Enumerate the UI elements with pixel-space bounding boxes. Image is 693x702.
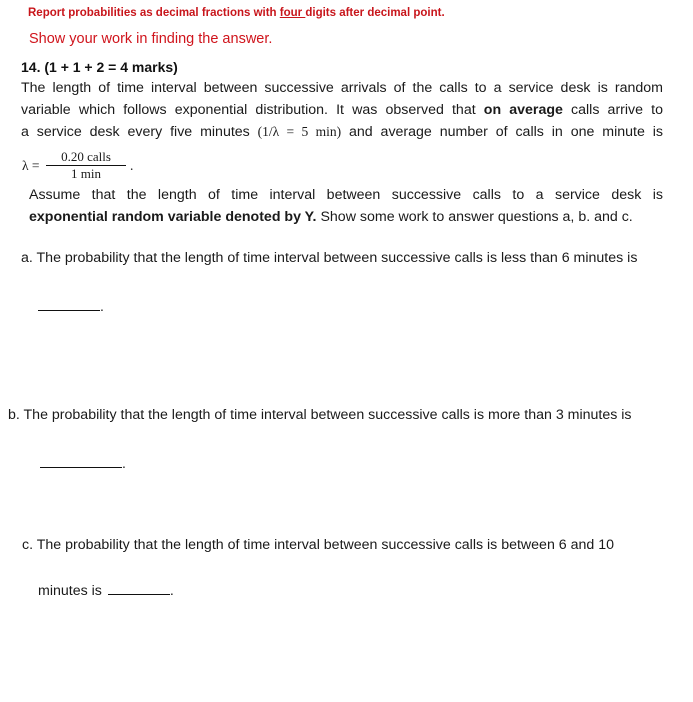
problem-paragraph — [21, 78, 663, 144]
para1-line2 — [21, 100, 663, 122]
answer-b-period: . — [122, 455, 126, 471]
lambda-fraction — [46, 149, 126, 182]
answer-b — [40, 453, 126, 471]
para2-line1: Assume that the length of time interval between successive calls to a service desk is — [29, 187, 663, 203]
para1-line3-math: (1/λ = 5 min) — [257, 124, 342, 139]
answer-b-blank[interactable] — [40, 453, 122, 468]
para1-line3-end: and average number of calls in one minute is — [341, 124, 663, 140]
assume-paragraph — [29, 185, 663, 228]
para1-line2-end: calls arrive to — [562, 101, 663, 118]
para1-line1: The length of time interval between successive arrivals of the calls to a service desk is random — [21, 80, 663, 96]
lambda-trail: . — [130, 158, 134, 173]
instruction-prefix: Report probabilities as decimal fractions with — [28, 7, 280, 19]
lambda-numerator: 0.20 calls — [46, 149, 126, 166]
para1-line3-start: a service desk every five minutes — [21, 124, 258, 140]
instruction-line — [28, 7, 445, 19]
instruction-underlined: four — [279, 7, 306, 19]
para1-line2-start: variable which follows exponential distribution. It was observed that — [21, 101, 484, 118]
para2-line2-bold: exponential random variable denoted by Y. — [29, 208, 317, 225]
answer-c — [38, 580, 174, 599]
question-b: b. The probability that the length of time interval between successive calls is more than 3 minutes is — [8, 407, 632, 423]
answer-c-blank[interactable] — [108, 580, 170, 595]
question-heading: 14. (1 + 1 + 2 = 4 marks) — [21, 59, 178, 75]
question-a: a. The probability that the length of time interval between successive calls is less than 6 minutes is — [21, 250, 638, 266]
question-c: c. The probability that the length of time interval between successive calls is between 6 and 10 — [22, 537, 615, 553]
show-work-note: Show your work in finding the answer. — [29, 31, 273, 47]
para2-line2 — [29, 207, 663, 229]
answer-a — [38, 296, 104, 314]
para1-line2-bold: on average — [483, 101, 563, 118]
answer-a-period: . — [100, 298, 104, 314]
para2-line2-end: Show some work to answer questions a, b. and c. — [316, 208, 633, 225]
instruction-suffix: digits after decimal point. — [305, 7, 445, 19]
answer-c-period: . — [169, 583, 174, 599]
answer-a-blank[interactable] — [38, 296, 100, 311]
lambda-denominator: 1 min — [71, 166, 101, 181]
para1-line3 — [21, 121, 663, 144]
question-c-cont: minutes is — [38, 583, 102, 599]
lambda-lhs: λ = — [22, 158, 40, 173]
